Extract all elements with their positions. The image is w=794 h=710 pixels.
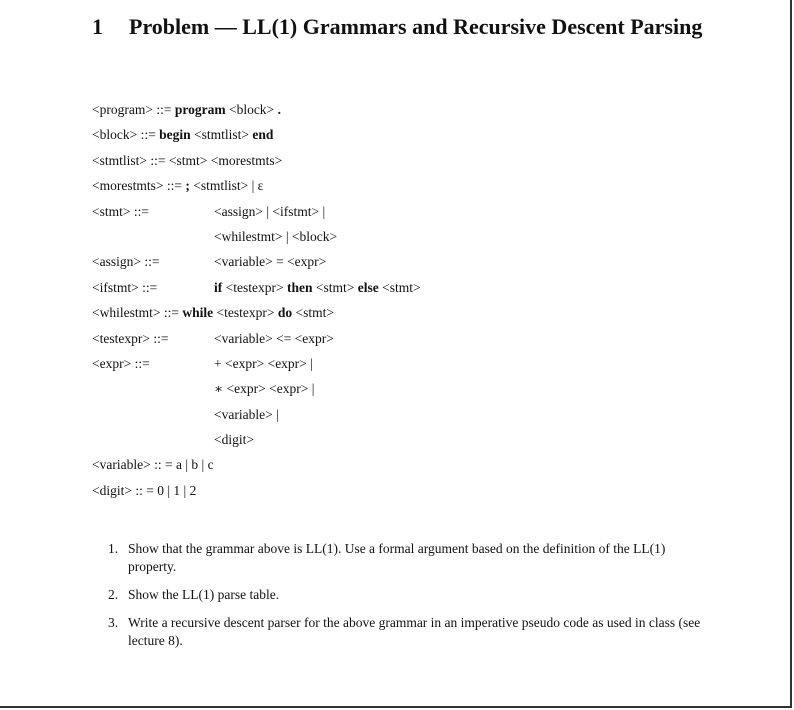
grammar-text: ∗ <expr> <expr> | [214,381,315,397]
grammar-text: <block> [225,102,278,117]
grammar-rule [92,452,712,477]
grammar-rule [92,300,712,325]
grammar-rule-text [92,97,281,122]
task-number: 2. [108,587,119,602]
grammar-rule [92,427,712,452]
task-text: Show that the grammar above is LL(1). Use a formal argument based on the definition of the LL(1) property. [128,541,666,574]
grammar-lhs: <stmt> ::= [92,203,149,219]
task-item [108,540,708,576]
grammar-keyword: else [357,279,379,295]
grammar-lhs: <testexpr> ::= [92,330,169,346]
grammar-rule [92,199,712,224]
grammar-text: <testexpr> [213,305,278,321]
task-text: Show the LL(1) parse table. [128,587,280,602]
grammar-rhs [214,427,254,452]
grammar-keyword: ; [185,178,190,194]
grammar-rule [92,173,712,198]
grammar-text: <variable> <= <expr> [214,330,334,346]
grammar-lhs: <block> ::= [92,127,160,143]
grammar-rule [92,224,712,249]
grammar-lhs: <program> ::= [92,102,175,117]
grammar-rule [92,326,712,351]
grammar-lhs: <whilestmt> ::= [92,305,183,321]
grammar-text: <testexpr> [222,279,287,295]
task-text: Write a recursive descent parser for the above grammar in an imperative pseudo code as used in class (see lecture 8). [128,615,701,648]
grammar-text: <variable> | [214,406,279,422]
grammar-rhs [214,376,314,401]
grammar-rule [92,351,712,376]
grammar-rule [92,97,712,122]
task-list [108,540,708,660]
grammar-text: + <expr> <expr> | [214,355,313,371]
grammar-rhs [214,224,337,249]
grammar-rule [92,402,712,427]
grammar-rule-text [92,478,196,503]
grammar-text: <assign> | <ifstmt> | [214,203,326,219]
task-item [108,614,708,650]
grammar-rhs [214,249,326,274]
grammar-rule-text [92,452,214,477]
grammar-text: <stmt> [312,279,358,295]
grammar-keyword: end [252,127,274,143]
grammar-rule [92,122,712,147]
grammar-rule-text [92,148,282,173]
grammar-rule-text [92,122,273,147]
grammar-rule [92,148,712,173]
grammar-lhs: <assign> ::= [92,254,160,270]
grammar-keyword: while [182,305,214,321]
grammar-keyword: if [214,279,223,295]
task-item [108,586,708,604]
grammar-text: <stmt> [292,305,334,321]
grammar-keyword: . [277,102,281,117]
grammar-text: <stmtlist> | ε [189,178,264,194]
grammar-lhs: <ifstmt> ::= [92,279,158,295]
grammar-text: 0 | 1 | 2 [157,482,197,498]
grammar-rules [92,97,712,503]
grammar-text: <stmtlist> [190,127,253,143]
task-number: 1. [108,541,119,556]
grammar-text: <stmt> <morestmts> [168,152,283,168]
task-number: 3. [108,615,119,630]
grammar-rule [92,275,712,300]
grammar-keyword: begin [159,127,191,143]
section-title: Problem — LL(1) Grammars and Recursive Descent Parsing [129,14,703,39]
grammar-text: <whilestmt> | <block> [214,228,338,244]
grammar-text: <digit> [214,432,254,448]
grammar-rhs [214,199,325,224]
grammar-keyword: do [277,305,293,321]
grammar-rule [92,376,712,401]
grammar-lhs: <stmtlist> ::= [92,152,169,168]
grammar-rhs [214,275,421,300]
grammar-rhs [214,326,334,351]
grammar-rule [92,478,712,503]
grammar-lhs: <digit> :: = [92,482,158,498]
grammar-lhs: <variable> :: = [92,457,176,473]
grammar-rhs [214,351,313,376]
grammar-lhs: <morestmts> ::= [92,178,186,194]
grammar-rule-text [92,300,334,325]
grammar-rule [92,249,712,274]
grammar-text: a | b | c [175,457,214,473]
grammar-rhs [214,402,279,427]
section-number: 1 [92,14,103,39]
grammar-text: <stmt> [378,279,421,295]
grammar-keyword: then [286,279,313,295]
grammar-keyword: program [174,102,226,117]
grammar-lhs: <expr> ::= [92,355,150,371]
grammar-text: <variable> = <expr> [214,254,327,270]
grammar-rule-text [92,173,263,198]
